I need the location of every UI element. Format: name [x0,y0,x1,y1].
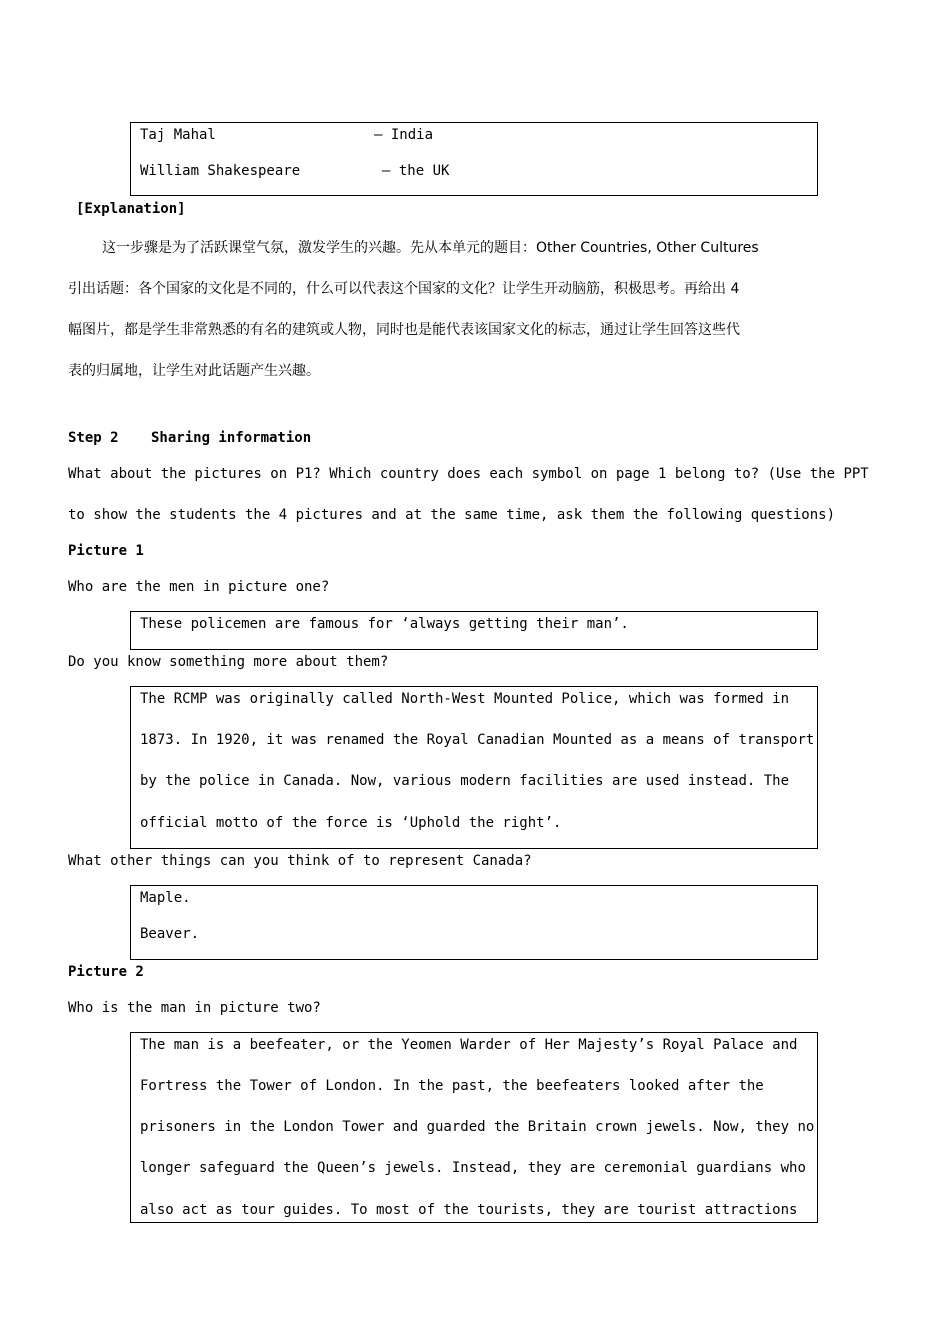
explanation-line: 引出话题：各个国家的文化是不同的，什么可以代表这个国家的文化？让学生开动脑筋，积极思考。再给出 4 [68,281,740,297]
picture1-question-3: What other things can you think of to represent Canada? [68,853,532,869]
step-instruction-line: What about the pictures on P1? Which country does each symbol on page 1 belong to? (Use the PPT [68,466,869,482]
answer-india: — India [374,127,434,143]
picture2-answer-1-line: also act as tour guides. To most of the tourists, they are tourist attractions [140,1202,798,1218]
picture1-answer-2-line: 1873. In 1920, it was renamed the Royal Canadian Mounted as a means of transport [140,732,815,748]
picture1-answer-3-line: Maple. [140,890,191,906]
picture1-heading: Picture 1 [68,543,144,559]
picture2-answer-1-line: Fortress the Tower of London. In the past, the beefeaters looked after the [140,1078,764,1094]
picture1-answer-2-line: by the police in Canada. Now, various modern facilities are used instead. The [140,773,790,789]
picture2-answer-1-line: longer safeguard the Queen’s jewels. Instead, they are ceremonial guardians who [140,1160,806,1176]
symbols-answer-box [130,122,818,196]
explanation-line: 幅图片，都是学生非常熟悉的有名的建筑或人物，同时也是能代表该国家文化的标志，通过让学生回答这些代 [68,322,740,338]
step-label: Step 2 [68,430,119,446]
explanation-line: 这一步骤是为了活跃课堂气氛，激发学生的兴趣。先从本单元的题目：Other Countries, Other Cultures [102,240,759,256]
picture1-answer-1: These policemen are famous for ‘always getting their man’. [140,616,629,632]
answer-uk: — the UK [382,163,450,179]
picture1-answer-2-line: The RCMP was originally called North-West Mounted Police, which was formed in [140,691,790,707]
explanation-line: 表的归属地，让学生对此话题产生兴趣。 [68,363,320,379]
answer-taj-mahal: Taj Mahal [140,127,216,143]
picture1-answer-3-line: Beaver. [140,926,200,942]
picture1-question-1: Who are the men in picture one? [68,579,330,595]
picture2-answer-1-line: prisoners in the London Tower and guarded the Britain crown jewels. Now, they no [140,1119,815,1135]
picture1-answer-box-3 [130,885,818,960]
step-title: Sharing information [151,430,312,446]
picture1-question-2: Do you know something more about them? [68,654,389,670]
step-instruction-line: to show the students the 4 pictures and at the same time, ask them the following questions) [68,507,836,523]
explanation-heading: [Explanation] [76,201,186,217]
picture2-question-1: Who is the man in picture two? [68,1000,321,1016]
picture2-heading: Picture 2 [68,964,144,980]
answer-shakespeare: William Shakespeare [140,163,301,179]
picture2-answer-1-line: The man is a beefeater, or the Yeomen Warder of Her Majesty’s Royal Palace and [140,1037,798,1053]
picture1-answer-2-line: official motto of the force is ‘Uphold the right’. [140,815,562,831]
